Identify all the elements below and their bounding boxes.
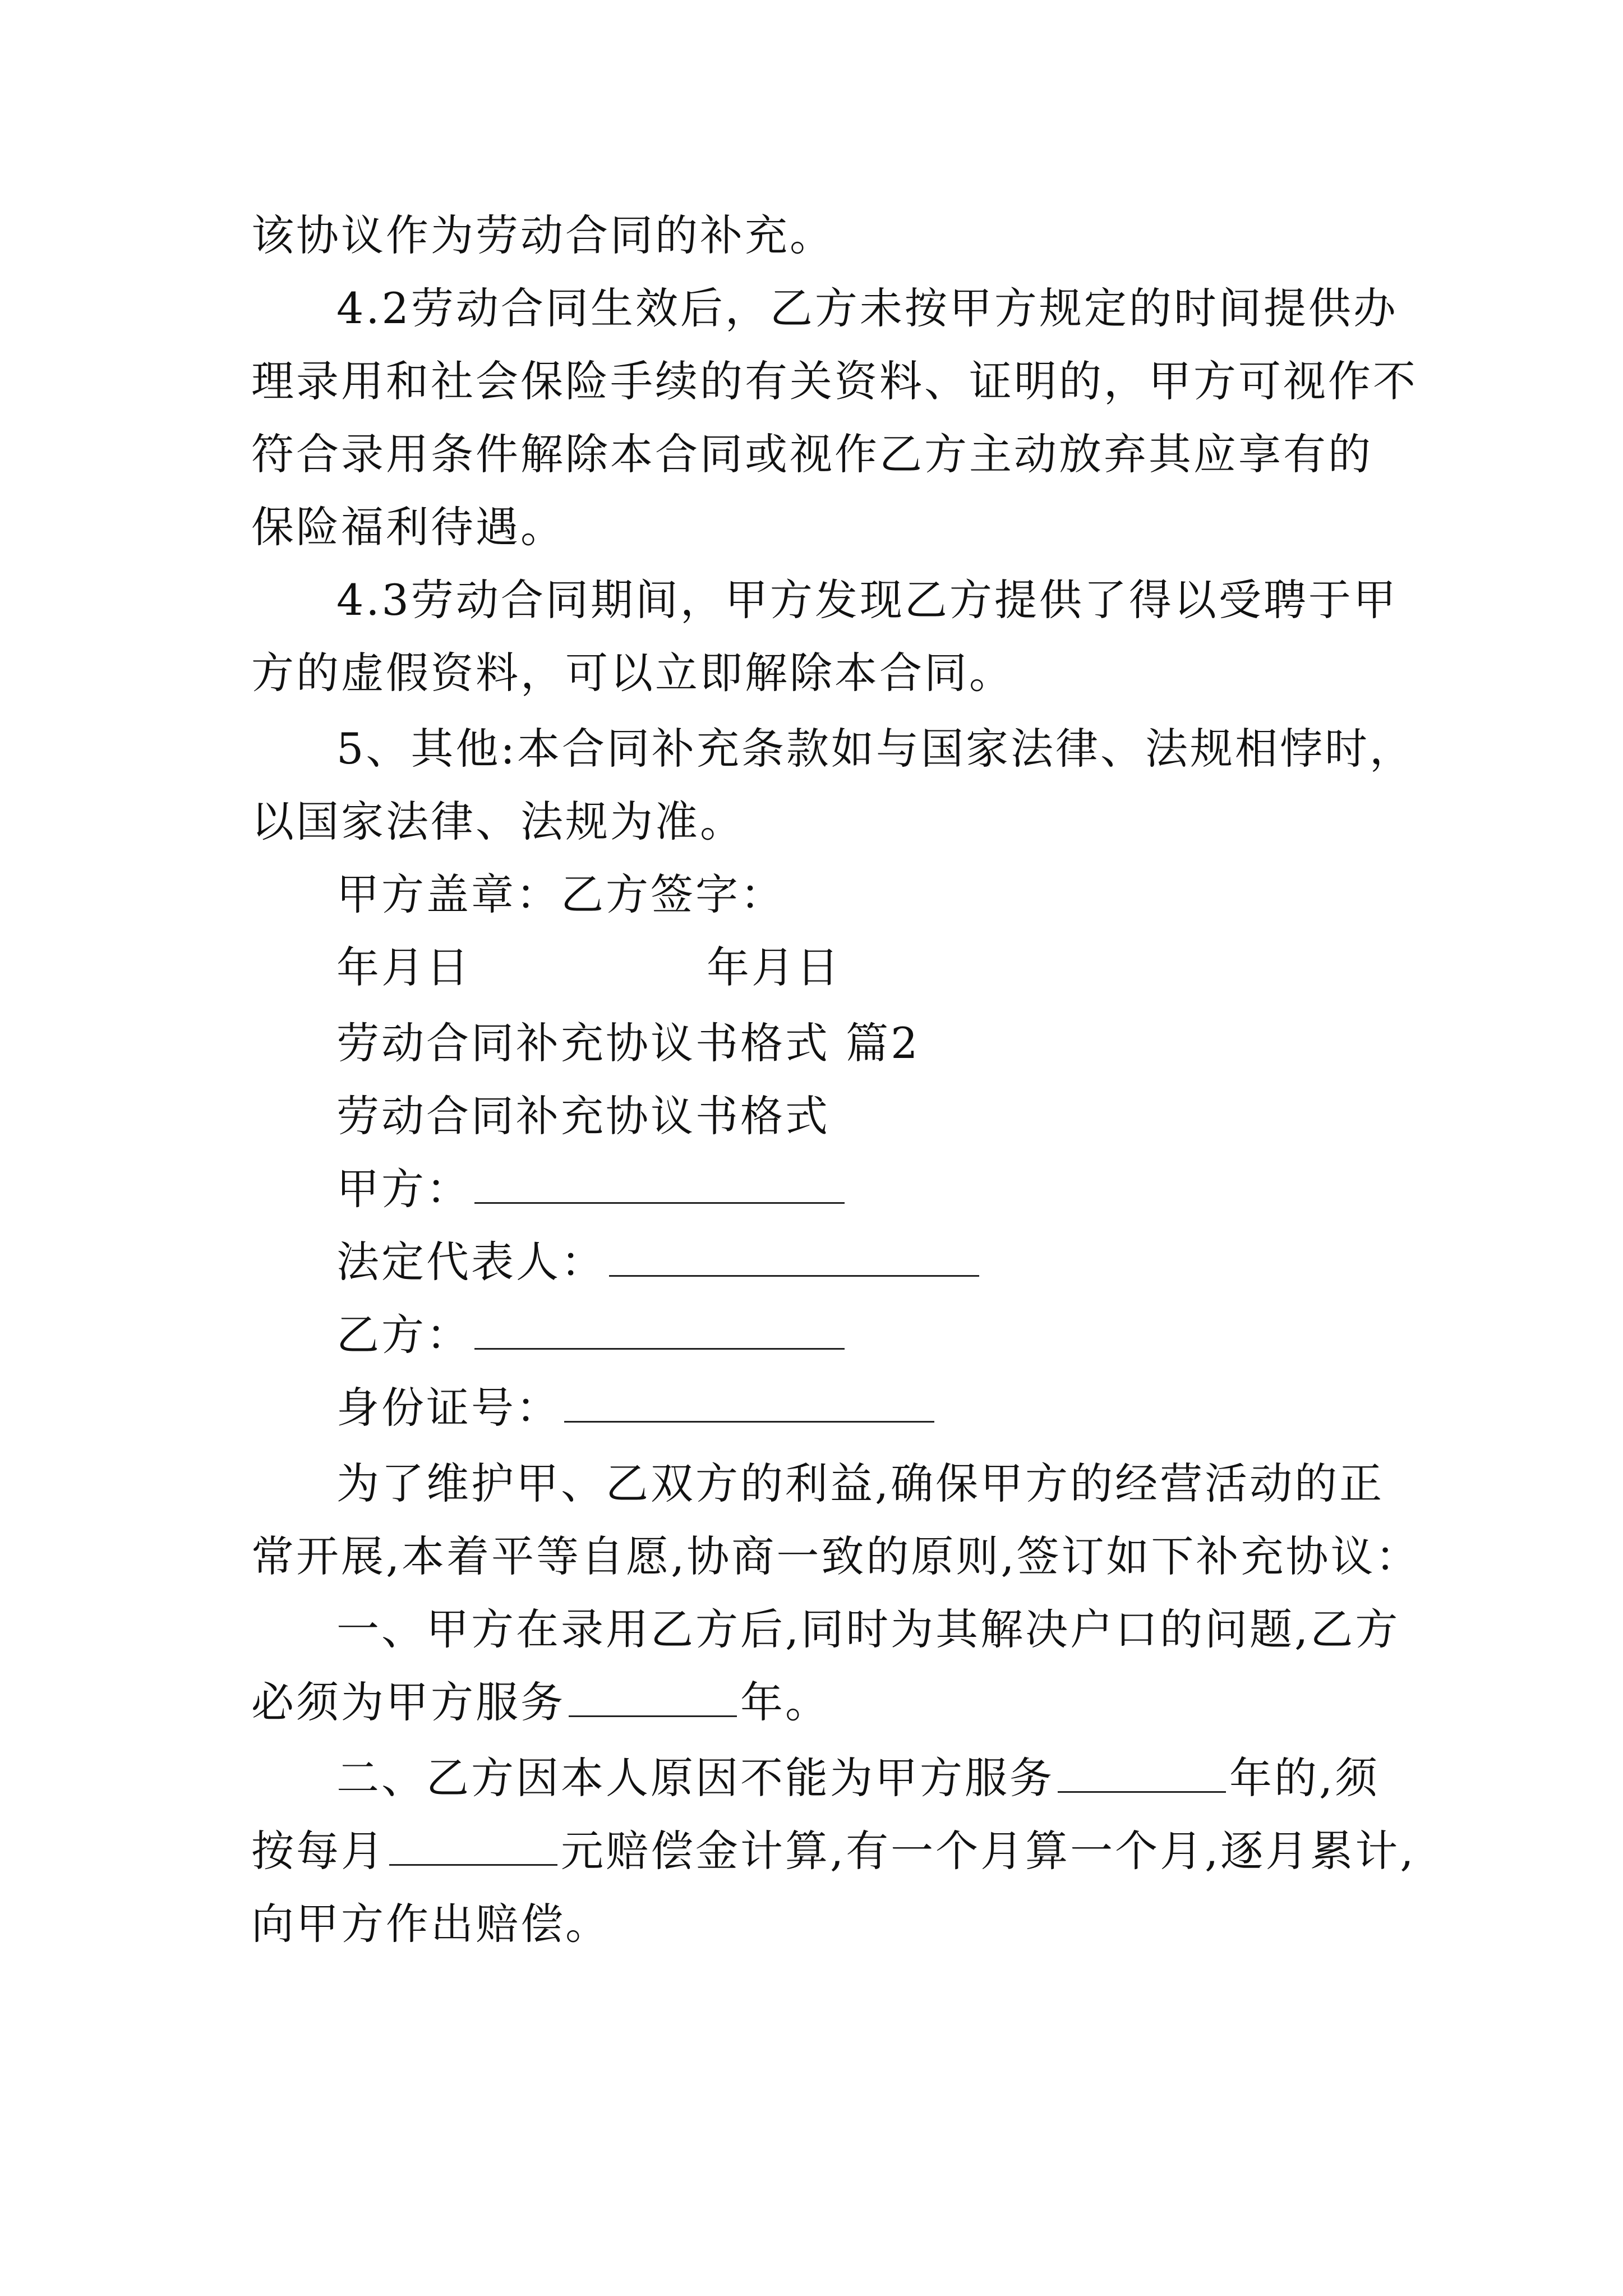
clause2-line2 (251, 1823, 1415, 1879)
text-line: 以国家法律、法规为准。 (251, 797, 745, 846)
date-right: 年月日 (707, 942, 841, 992)
text-line: 5、其他:本合同补充条款如与国家法律、法规相悖时， (336, 724, 1414, 774)
sub-heading: 劳动合同补充协议书格式 (336, 1091, 830, 1141)
text-line: 4.2劳动合同生效后，乙方未按甲方规定的时间提供办 (336, 283, 1398, 333)
text-line: 保险福利待遇。 (251, 502, 565, 552)
field-label: 乙方： (336, 1310, 471, 1360)
clause2-line1 (336, 1750, 1380, 1806)
text-segment: 按每月 (251, 1826, 386, 1876)
blank-underline (389, 1825, 557, 1866)
field-label: 身份证号： (336, 1383, 561, 1433)
text-line: 一、甲方在录用乙方后,同时为其解决户口的问题,乙方 (336, 1604, 1400, 1654)
date-line (336, 940, 841, 996)
clause1-line2 (251, 1674, 830, 1731)
field-id-number (336, 1380, 938, 1436)
date-left: 年月日 (336, 942, 471, 992)
field-legal-rep (336, 1234, 983, 1290)
blank-underline (569, 1676, 737, 1717)
field-label: 甲方： (336, 1164, 471, 1214)
blank-underline (609, 1236, 979, 1277)
text-segment: 必须为甲方服务 (251, 1677, 565, 1727)
text-line: 符合录用条件解除本合同或视作乙方主动放弃其应享有的 (251, 429, 1373, 479)
section-heading: 劳动合同补充协议书格式 篇2 (336, 1018, 920, 1068)
blank-underline (474, 1309, 845, 1350)
text-line: 方的虚假资料，可以立即解除本合同。 (251, 648, 1014, 698)
signature-line: 甲方盖章：乙方签字： (336, 869, 785, 919)
blank-underline (1058, 1752, 1226, 1793)
text-segment: 元赔偿金计算,有一个月算一个月,逐月累计, (561, 1826, 1416, 1876)
blank-underline (564, 1382, 934, 1423)
text-line: 常开展,本着平等自愿,协商一致的原则,签订如下补充协议： (251, 1531, 1421, 1581)
text-segment: 年的,须 (1229, 1753, 1380, 1803)
text-line: 向甲方作出赔偿。 (251, 1899, 610, 1949)
text-line: 该协议作为劳动合同的补充。 (251, 210, 834, 260)
text-segment: 年。 (740, 1677, 830, 1727)
text-line: 为了维护甲、乙双方的利益,确保甲方的经营活动的正 (336, 1458, 1385, 1508)
blank-underline (474, 1163, 845, 1204)
text-line: 理录用和社会保险手续的有关资料、证明的，甲方可视作不 (251, 356, 1418, 406)
text-line: 4.3劳动合同期间，甲方发现乙方提供了得以受聘于甲 (336, 575, 1398, 625)
field-party-a (336, 1161, 848, 1217)
text-segment: 二、乙方因本人原因不能为甲方服务 (336, 1753, 1054, 1803)
field-label: 法定代表人： (336, 1237, 606, 1287)
field-party-b (336, 1307, 848, 1363)
